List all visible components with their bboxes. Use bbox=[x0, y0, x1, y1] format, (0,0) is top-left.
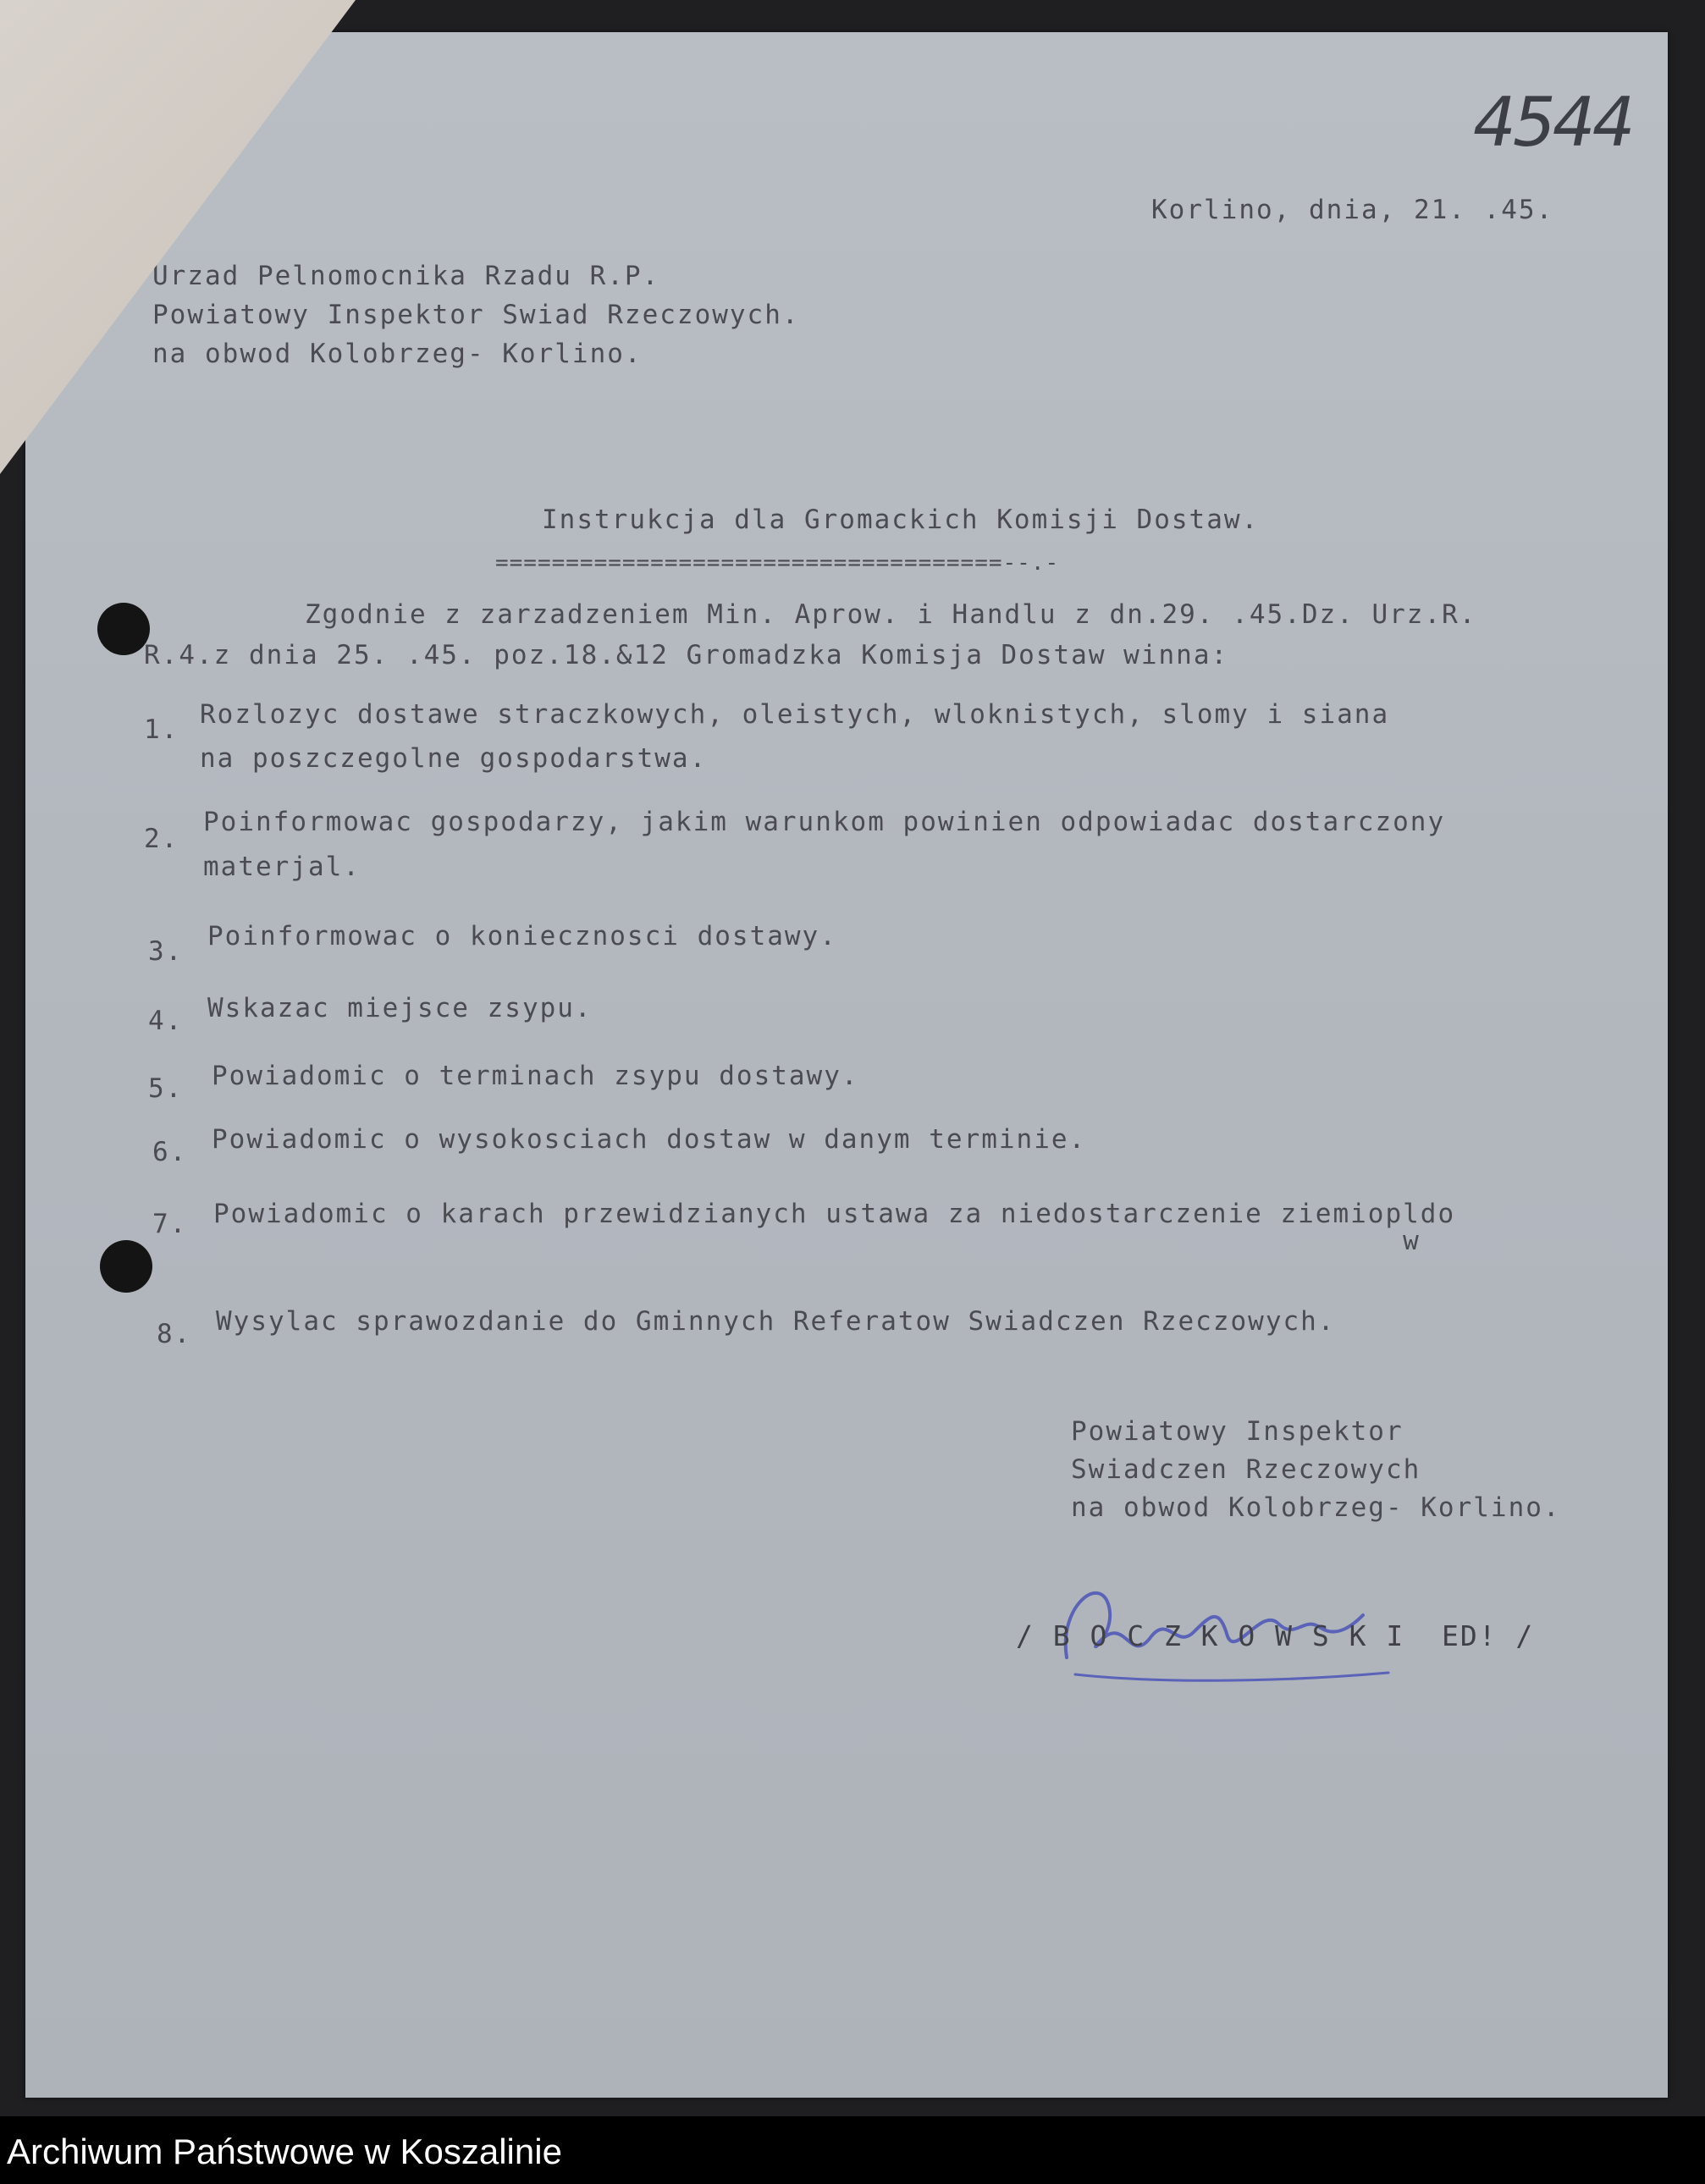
item-text: Wysylac sprawozdanie do Gminnych Referatow Swiadczen Rzeczowych. bbox=[216, 1306, 1336, 1337]
item-number: 1. bbox=[144, 714, 179, 745]
signature-block-line-2: Swiadczen Rzeczowych bbox=[1071, 1454, 1421, 1485]
signature-block-line-1: Powiatowy Inspektor bbox=[1071, 1416, 1404, 1447]
signature-block-line-3: na obwod Kolobrzeg- Korlino. bbox=[1071, 1492, 1561, 1523]
document-page bbox=[25, 32, 1668, 2098]
title-underline: ====================================--.- bbox=[495, 550, 1060, 576]
item-text: Powiadomic o karach przewidzianych ustawa za niedostarczenie ziemiopldo bbox=[213, 1199, 1456, 1229]
item-number: 5. bbox=[148, 1073, 184, 1104]
item-text: Powiadomic o terminach zsypu dostawy. bbox=[212, 1061, 859, 1091]
item-number: 8. bbox=[157, 1319, 192, 1349]
sender-line-2: Powiatowy Inspektor Swiad Rzeczowych. bbox=[152, 300, 800, 330]
item-text: Poinformowac o koniecznosci dostawy. bbox=[207, 921, 837, 951]
handwritten-page-number: 4544 bbox=[1473, 83, 1632, 162]
item-number: 7. bbox=[152, 1209, 188, 1239]
item-text: na poszczegolne gospodarstwa. bbox=[200, 743, 708, 774]
item-text: w bbox=[213, 1226, 1421, 1256]
binder-hole-top bbox=[97, 603, 150, 655]
item-text: Poinformowac gospodarzy, jakim warunkom powinien odpowiadac dostarczony bbox=[203, 807, 1446, 837]
archive-footer-bar bbox=[0, 2116, 1705, 2184]
item-text: Powiadomic o wysokosciach dostaw w danym terminie. bbox=[212, 1124, 1087, 1155]
item-number: 4. bbox=[148, 1006, 184, 1036]
item-number: 6. bbox=[152, 1137, 188, 1167]
item-text: Wskazac miejsce zsypu. bbox=[207, 993, 593, 1023]
item-text: Rozlozyc dostawe straczkowych, oleistych, wloknistych, slomy i siana bbox=[200, 699, 1390, 730]
intro-line-1: Zgodnie z zarzadzeniem Min. Aprow. i Handlu z dn.29. .45.Dz. Urz.R. bbox=[305, 599, 1477, 630]
signer-name: / B O C Z K O W S K I ED! / bbox=[1016, 1619, 1535, 1652]
item-number: 3. bbox=[148, 936, 184, 967]
item-number: 2. bbox=[144, 824, 179, 854]
binder-hole-bottom bbox=[100, 1240, 152, 1293]
document-title: Instrukcja dla Gromackich Komisji Dostaw. bbox=[542, 505, 1260, 535]
intro-line-2: R.4.z dnia 25. .45. poz.18.&12 Gromadzka Komisja Dostaw winna: bbox=[144, 640, 1229, 670]
item-text: materjal. bbox=[203, 852, 361, 882]
sender-line-1: Urzad Pelnomocnika Rzadu R.P. bbox=[152, 261, 660, 291]
date-line: Korlino, dnia, 21. .45. bbox=[1151, 195, 1554, 225]
archive-name: Archiwum Państwowe w Koszalinie bbox=[7, 2132, 562, 2171]
sender-line-3: na obwod Kolobrzeg- Korlino. bbox=[152, 339, 643, 369]
